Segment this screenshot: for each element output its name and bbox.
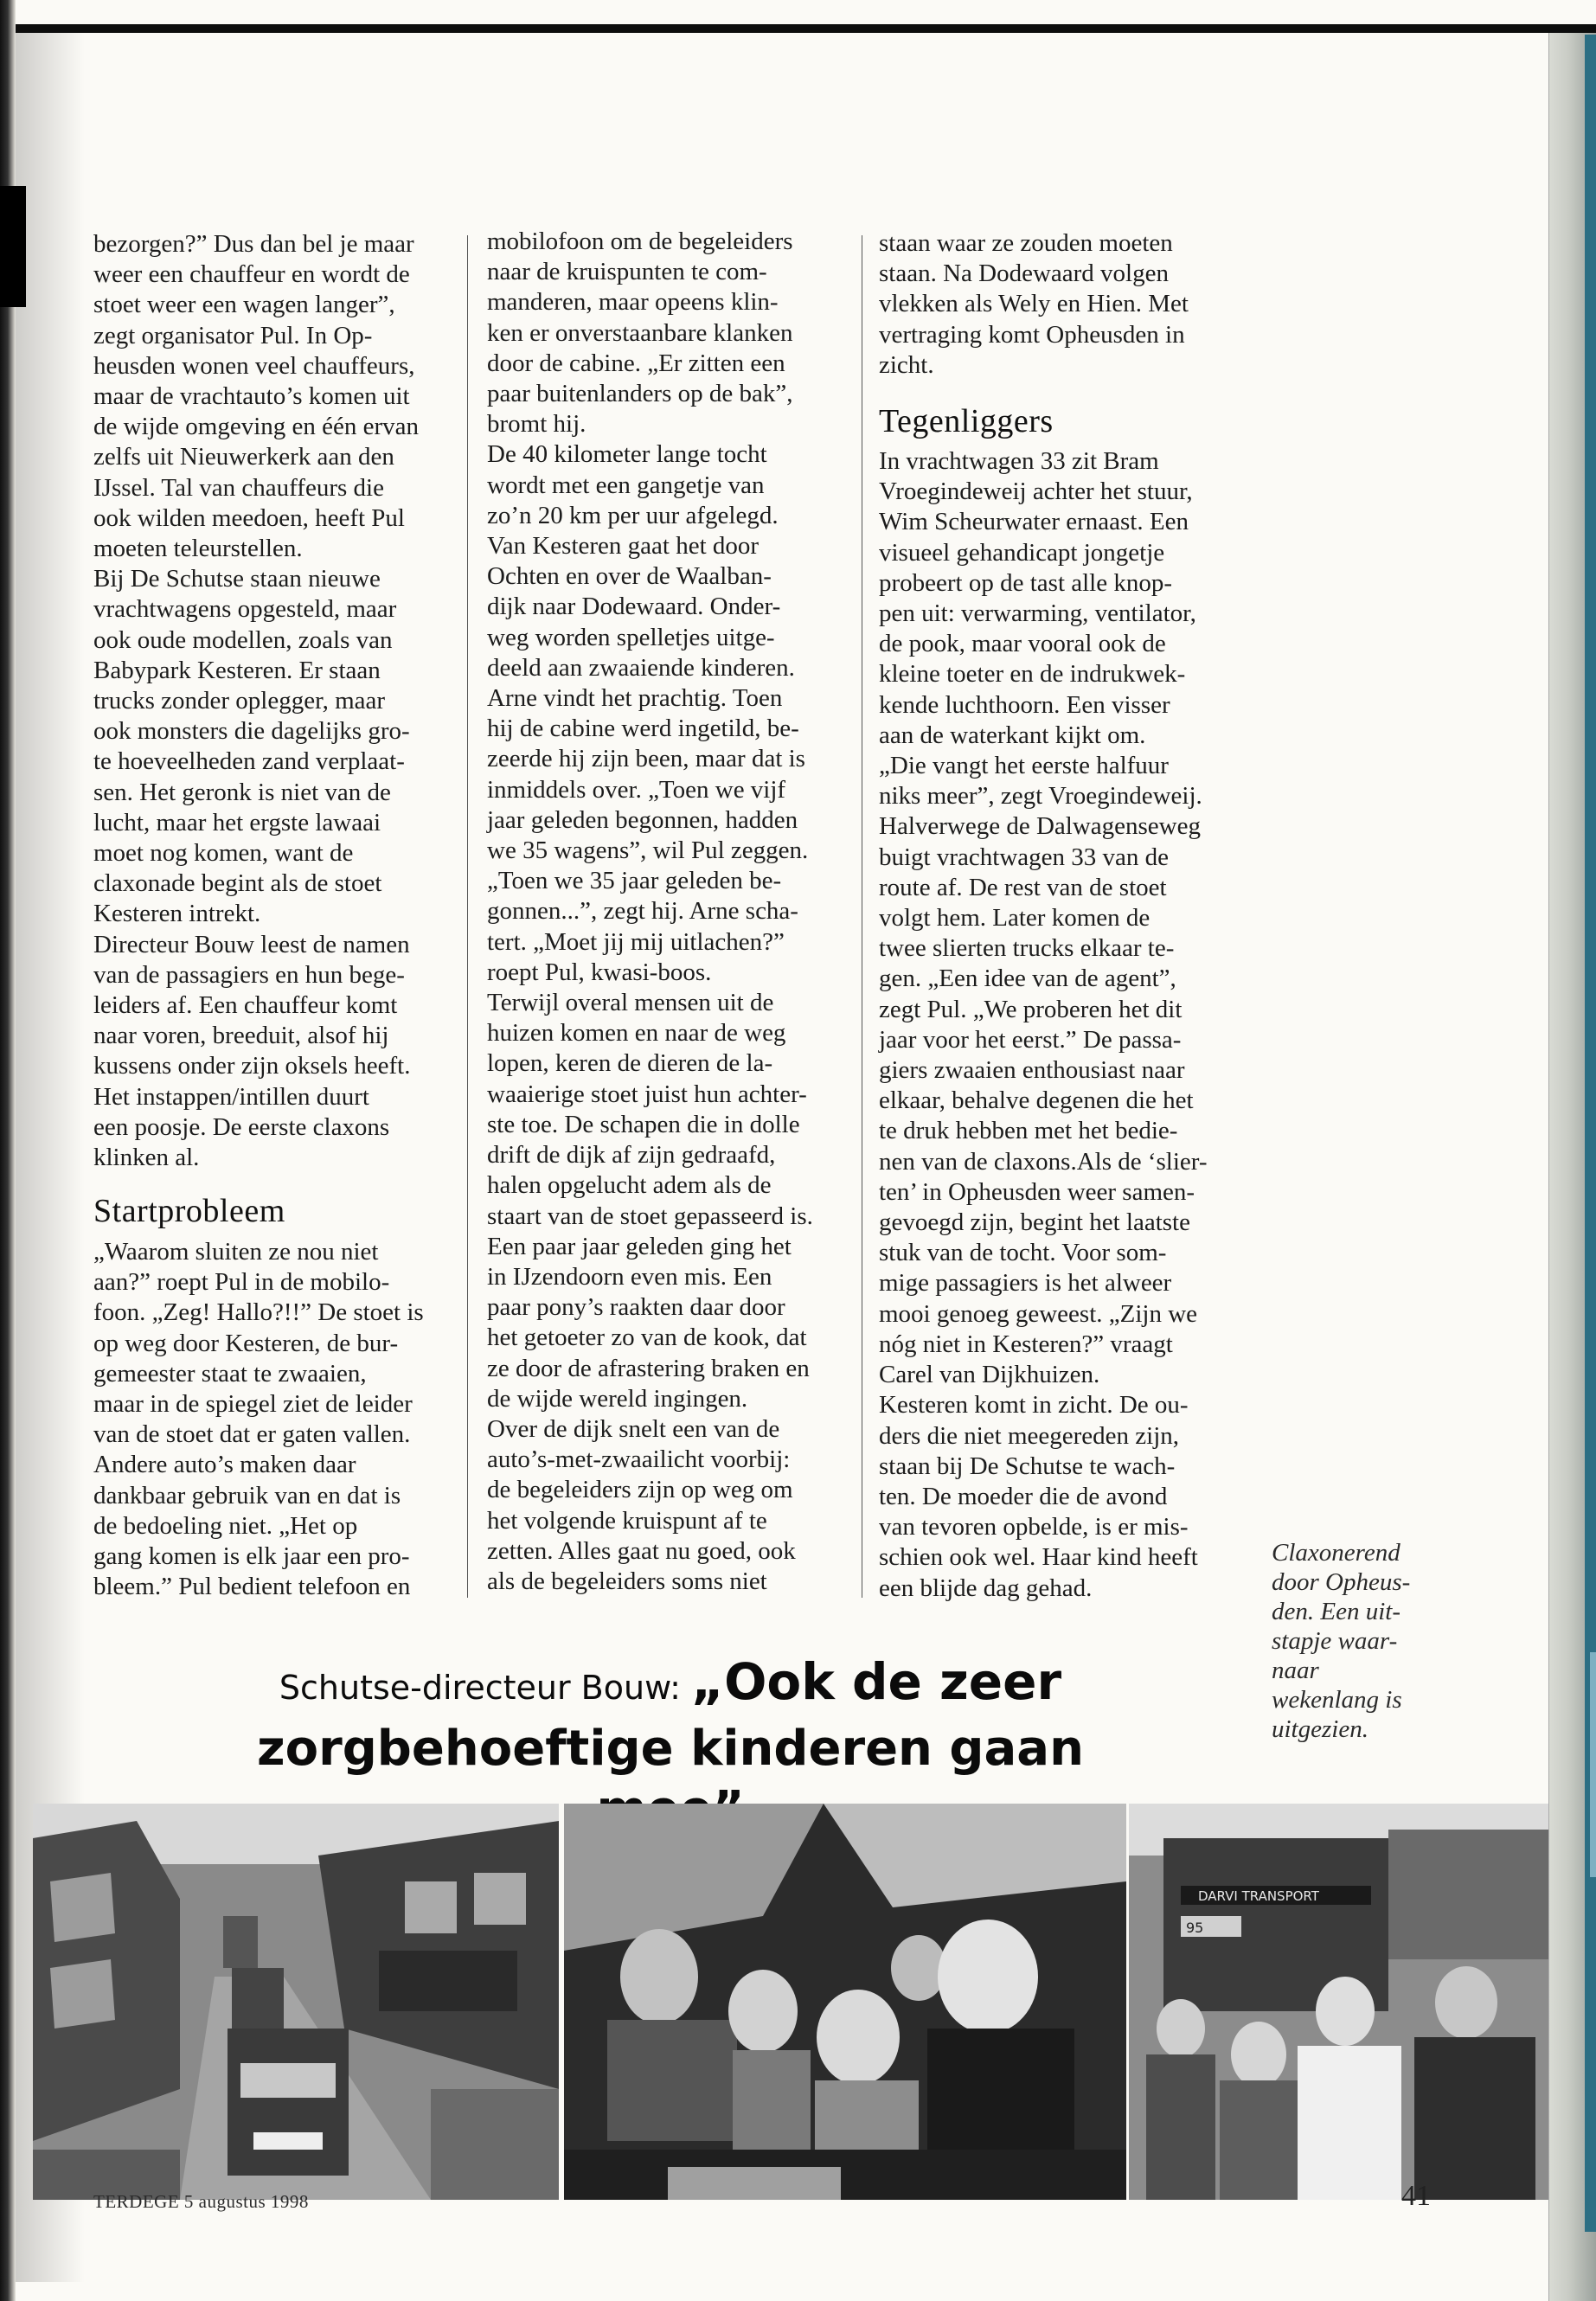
article-column-3: staan waar ze zouden moeten staan. Na Dodewaard volgen vlekken als Wely en Hien. Met vertraging komt Opheusden in zicht.	[879, 229, 1189, 379]
headline-quote-part-2: zorgbehoeftige kinderen gaan	[257, 1721, 1084, 1777]
top-border	[0, 24, 1596, 33]
column-divider	[467, 235, 468, 1598]
photo-children-in-cabin	[564, 1804, 1126, 2200]
adjacent-page-edge	[0, 186, 26, 307]
article-column-3-continued: In vrachtwagen 33 zit Bram Vroegindeweij achter het stuur, Wim Scheurwater ernaast. Een visueel gehandicapt jongetje probeert op de tast alle knop- pen uit: verwarming, ventilator, de pook, maar vooral ook de kleine toeter en de indrukwek- kende luchthoorn. Een visser aan de waterkant kijkt om. „Die vangt het eerste halfuur niks meer”, zegt Vroegindeweij. Halverwege de Dalwagenseweg buigt vrachtwagen 33 van de route af. De rest van de stoet volgt hem. Later komen de twee slierten trucks elkaar te- gen. „Een idee van de agent”, zegt Pul. „We proberen het dit jaar voor het eerst.” De passa- giers zwaaien enthousiast naar elkaar, behalve degenen die het te druk hebben met het bedie- nen van de claxons.Als de ‘slier- ten’ in Opheusden weer samen- gevoegd zijn, begint het laatste stuk van de tocht. Voor som- mige passagiers is het alweer mooi genoeg geweest. „Zijn we nóg niet in Kesteren?” vraagt Carel van Dijkhuizen. Kesteren komt in zicht. De ou- ders die niet meegereden zijn, staan bij De Schutse te wach- ten. De moeder die de avond van tevoren opbelde, is er mis- schien ook wel. Haar kind heeft een blijde dag gehad.	[879, 447, 1208, 1602]
subheading-tegenliggers: Tegenliggers	[879, 403, 1054, 439]
photo-truck-convoy-street	[33, 1804, 559, 2200]
article-column-1: bezorgen?” Dus dan bel je maar weer een chauffeur en wordt de stoet weer een wagen langer”, zegt organisator Pul. In Op- heusden wonen veel chauffeurs, maar de vrachtauto’s komen uit de wijde omgeving en één ervan zelfs uit Nieuwerkerk aan den IJssel. Tal van chauffeurs die ook wilden meedoen, heeft Pul moeten teleurstellen. Bij De Schutse staan nieuwe vrachtwagens opgesteld, maar ook oude modellen, zoals van Babypark Kesteren. Er staan trucks zonder oplegger, maar ook monsters die dagelijks gro- te hoeveelheden zand verplaat- sen. Het geronk is niet van de lucht, maar het ergste lawaai moet nog komen, want de claxonade begint als de stoet Kesteren intrekt. Directeur Bouw leest de namen van de passagiers en hun bege- leiders af. Een chauffeur komt naar voren, breeduit, alsof hij kussens onder zijn oksels heeft. Het instappen/intillen duurt een poosje. De eerste claxons klinken al.	[93, 230, 420, 1172]
photo-caption: Claxonerend door Opheus- den. Een uit- stapje waar- naar wekenlang is uitgezien.	[1272, 1539, 1411, 1743]
headline-prefix: Schutse-directeur Bouw:	[279, 1669, 681, 1707]
truck-banner-text: DARVI TRANSPORT	[1198, 1888, 1319, 1904]
page-number: 41	[1401, 2180, 1431, 2212]
article-column-1-continued: „Waarom sluiten ze nou niet aan?” roept Pul in de mobilo- foon. „Zeg! Hallo?!!” De stoet is op weg door Kesteren, de bur- gemeester staat te zwaaien, maar in de spiegel ziet de leider van de stoet dat er gaten vallen. Andere auto’s maken daar dankbaar gebruik van en dat is de bedoeling niet. „Het op gang komen is elk jaar een pro- bleem.” Pul bedient telefoon en	[93, 1238, 424, 1601]
page-tab-strip	[1585, 35, 1596, 2232]
binding-edge	[0, 0, 16, 2301]
page-tab-highlight	[1590, 1652, 1596, 1877]
truck-plate-text: 95	[1186, 1920, 1204, 1936]
headline-quote-part-1: „Ook de zeer	[690, 1652, 1062, 1711]
publication-footer: TERDEGE 5 augustus 1998	[93, 2191, 309, 2212]
article-column-2: mobilofoon om de begeleiders naar de kruispunten te com- manderen, maar opeens klin- ken er onverstaanbare klanken door de cabine. „Er zitten een paar buitenlanders op de bak”, bromt hij. De 40 kilometer lange tocht wordt met een gangetje van zo’n 20 km per uur afgelegd. Van Kesteren gaat het door Ochten en over de Waalban- dijk naar Dodewaard. Onder- weg worden spelletjes uitge- deeld aan zwaaiende kinderen. Arne vindt het prachtig. Toen hij de cabine werd ingetild, be- zeerde hij zijn been, maar dat is inmiddels over. „Toen we vijf jaar geleden begonnen, hadden we 35 wagens”, wil Pul zeggen. „Toen we 35 jaar geleden be- gonnen...”, zegt hij. Arne scha- tert. „Moet jij mij uitlachen?” roept Pul, kwasi-boos. Terwijl overal mensen uit de huizen komen en naar de weg lopen, keren de dieren de la- waaierige stoet juist hun achter- ste toe. De schapen die in dolle drift de dijk af zijn gedraafd, halen opgelucht adem als de staart van de stoet gepasseerd is. Een paar jaar geleden ging het in IJzendoorn even mis. Een paar pony’s raakten daar door het getoeter zo van de kook, dat ze door de afrastering braken en de wijde wereld ingingen. Over de dijk snelt een van de auto’s-met-zwaailicht voorbij: de begeleiders zijn op weg om het volgende kruispunt af te zetten. Alles gaat nu goed, ook als de begeleiders soms niet	[487, 228, 813, 1595]
subheading-startprobleem: Startprobleem	[93, 1193, 285, 1229]
photo-crowd-by-truck	[1129, 1804, 1548, 2200]
